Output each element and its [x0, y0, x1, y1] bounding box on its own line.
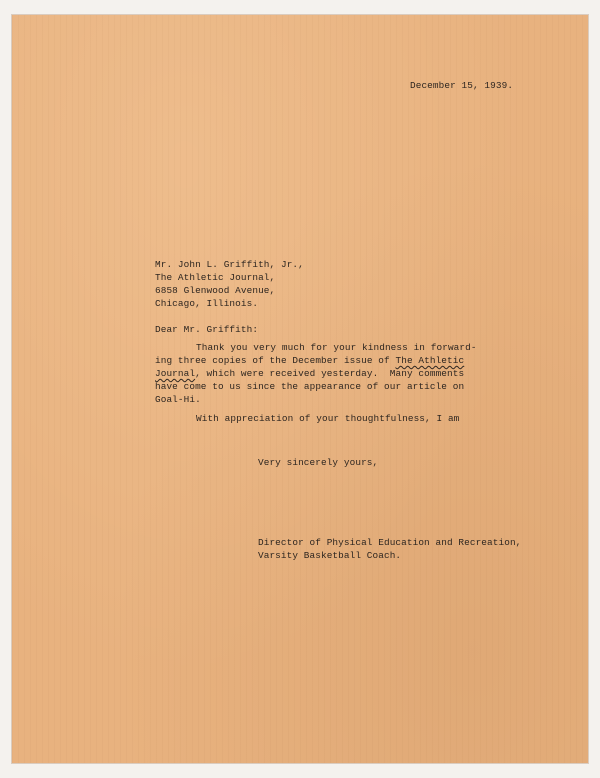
- journal-title-part-1: The Athletic: [395, 355, 465, 366]
- body-line-1: Thank you very much for your kindness in forward-: [196, 342, 477, 353]
- closing: Very sincerely yours,: [258, 457, 379, 468]
- salutation: Dear Mr. Griffith:: [155, 324, 259, 335]
- letter-date: December 15, 1939.: [410, 80, 514, 91]
- recipient-line-3: 6858 Glenwood Avenue,: [155, 285, 276, 296]
- body-line-2: [155, 354, 464, 367]
- recipient-line-4: Chicago, Illinois.: [155, 298, 259, 309]
- signature-title-1: Director of Physical Education and Recreation,: [258, 537, 522, 548]
- body-line-3: [155, 367, 464, 380]
- body-paragraph-2: With appreciation of your thoughtfulness, I am: [196, 413, 460, 424]
- letter-page: [12, 15, 588, 763]
- body-line-4: have come to us since the appearance of our article on: [155, 381, 465, 392]
- recipient-line-1: Mr. John L. Griffith, Jr.,: [155, 259, 304, 270]
- body-line-3-text: , which were received yesterday. Many comments: [195, 368, 465, 379]
- body-line-5: Goal-Hi.: [155, 394, 201, 405]
- recipient-line-2: The Athletic Journal,: [155, 272, 276, 283]
- journal-title-part-2: Journal: [155, 368, 196, 379]
- signature-title-2: Varsity Basketball Coach.: [258, 550, 402, 561]
- body-line-2-text: ing three copies of the December issue of: [155, 355, 396, 366]
